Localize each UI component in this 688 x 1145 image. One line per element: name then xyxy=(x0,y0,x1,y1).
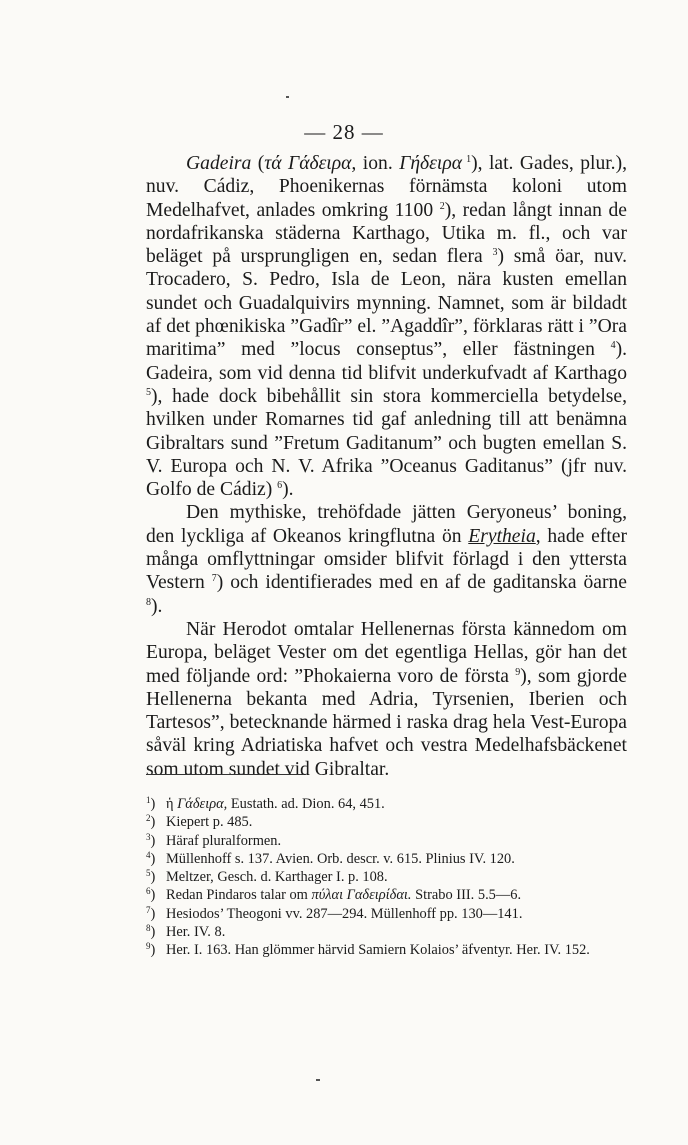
text-run: När Herodot omtalar Hellenernas första kännedom om Europa, beläget Vester om det egentliga Hellas, gör han det med följande ord: ”Phokaierna voro de första xyxy=(146,618,627,687)
footnote xyxy=(146,795,627,813)
text-run: Her. IV. 8. xyxy=(166,924,226,941)
text-run: Strabo III. 5.5—6. xyxy=(411,887,522,904)
footnote-number: $^4$) xyxy=(146,849,156,867)
footnote-reference: 5 xyxy=(146,386,151,398)
text-run: ), redan långt innan de nordafrikanska städerna Karthago, Utika m. fl., och var beläget på ursprungligen en, sedan flera xyxy=(146,199,627,268)
text-run: Hesiodos’ Theogoni vv. 287—294. Müllenhoff pp. 130—141. xyxy=(166,905,523,922)
footnote-reference: 8 xyxy=(146,596,151,608)
italic-text: Gadeira xyxy=(186,153,252,174)
italic-text: πύλαι Γαδειρίδαι. xyxy=(311,887,412,904)
footnote-number: $^5$) xyxy=(146,868,156,886)
text-run: ). xyxy=(151,595,163,617)
footnote xyxy=(146,832,627,850)
footnote xyxy=(146,905,627,923)
footnote-number: $^8$) xyxy=(146,923,156,941)
text-run: ἡ xyxy=(166,796,178,812)
footnote-number: $^3$) xyxy=(146,831,156,849)
footnote-reference: 6 xyxy=(277,480,283,492)
footnote-number: $^6$) xyxy=(146,886,156,904)
italic-text: Γάδειρα, xyxy=(177,796,228,812)
text-run: Eustath. ad. Dion. 64, 451. xyxy=(227,796,385,812)
footnote-number: $^1$) xyxy=(146,795,156,812)
text-run: Her. I. 163. Han glömmer härvid Samiern Kolaios’ äfventyr. Her. IV. 152. xyxy=(166,942,590,959)
italic-text: Γήδειρα xyxy=(399,153,463,174)
text-run: , hade efter många omflyttningar omsider blifvit förlagd i den yttersta Vestern xyxy=(146,525,627,594)
footnote xyxy=(146,923,627,941)
text-run: ), som gjorde Hellenerna bekanta med Adria, Tyrsenien, Iberien och Tartesos”, betecknande härmed i raska drag hela Vest-Europa såväl kring Adriatiska hafvet och vestra Medelhafsbäckenet som utom sundet vid Gibraltar. xyxy=(146,665,627,780)
footnote-separator xyxy=(146,774,304,775)
text-run: ion. xyxy=(356,153,400,174)
footnote-number: $^7$) xyxy=(146,904,156,922)
text-run: ). xyxy=(282,479,294,501)
text-run: Kiepert p. 485. xyxy=(166,814,253,831)
footnote-marker: 2 xyxy=(146,813,151,824)
text-run: ), hade dock bibehållit sin stora kommerciella betydelse, hvilken under Romarnes tid gaf anledning till att benämna Gibraltars sund ”Fretum Gaditanum” och bugten emellan S. V. Europa och N. V. Afrika ”Oceanus Gaditanus” (jfr nuv. Golfo de Cádiz) xyxy=(146,385,627,501)
footnote xyxy=(146,941,627,959)
text-run: Den mythiske, trehöfdade jätten Geryoneus’ boning, den lyckliga af Okeanos kringflutna ön xyxy=(146,502,627,547)
paragraph-gadeira xyxy=(146,152,627,501)
footnote-number: $^9$) xyxy=(146,941,156,959)
footnote xyxy=(146,886,627,904)
text-run: Müllenhoff s. 137. Avien. Orb. descr. v. 615. Plinius IV. 120. xyxy=(166,850,515,867)
paragraph-geryoneus xyxy=(146,501,627,617)
footnote xyxy=(146,850,627,868)
text-run: Redan Pindaros talar om xyxy=(166,887,312,904)
page-number: — 28 — xyxy=(304,120,384,144)
italic-text: τά Γάδειρα, xyxy=(264,153,357,174)
text-run: ( xyxy=(251,153,265,174)
footnote-reference: 4 xyxy=(610,340,616,352)
footnote-marker: 9 xyxy=(146,941,151,952)
text-run: Häraf pluralformen. xyxy=(166,832,282,849)
footnote-marker: 5 xyxy=(146,868,151,879)
print-speck-top xyxy=(286,96,289,98)
print-speck-bottom xyxy=(316,1079,320,1081)
underlined-italic-text: Erytheia xyxy=(468,525,536,547)
text-run: Meltzer, Gesch. d. Karthager I. p. 108. xyxy=(166,869,388,886)
text-run: ) små öar, nuv. Trocadero, S. Pedro, Isla de Leon, nära kusten emellan sundet och Guadalquivirs mynning. Namnet, som är bildadt af det phœnikiska ”Gadîr” el. ”Agaddîr”, förklaras rätt i ”Ora maritima” med ”locus conseptus”, eller fästningen xyxy=(146,246,627,361)
text-run: ) och identifierades med en af de gaditanska öarne xyxy=(216,572,627,594)
footnote-marker: 6 xyxy=(146,886,151,897)
footnote-reference: 9 xyxy=(515,666,521,678)
footnote-marker: 1 xyxy=(146,795,151,805)
footnote-marker: 3 xyxy=(146,831,151,842)
footnote-reference: 7 xyxy=(211,573,217,585)
footnotes xyxy=(146,795,627,960)
footnote-marker: 8 xyxy=(146,923,151,934)
text-run: ). Gadeira, som vid denna tid blifvit underkufvadt af Karthago xyxy=(146,339,627,384)
footnote xyxy=(146,868,627,886)
footnote-number: $^2$) xyxy=(146,813,156,831)
main-text xyxy=(146,152,627,781)
paragraph-herodot xyxy=(146,618,627,781)
footnote-reference: 3 xyxy=(492,247,498,259)
footnote-marker: 7 xyxy=(146,904,151,915)
text-run: ), lat. Gades, plur.), nuv. Cádiz, Phoenikernas förnämsta koloni utom Medelhafvet, anlades omkring 1100 xyxy=(146,153,628,221)
footnote-reference: 1 xyxy=(462,154,472,165)
footnote-reference: 2 xyxy=(439,200,445,212)
footnote-marker: 4 xyxy=(146,849,151,860)
footnote xyxy=(146,813,627,831)
